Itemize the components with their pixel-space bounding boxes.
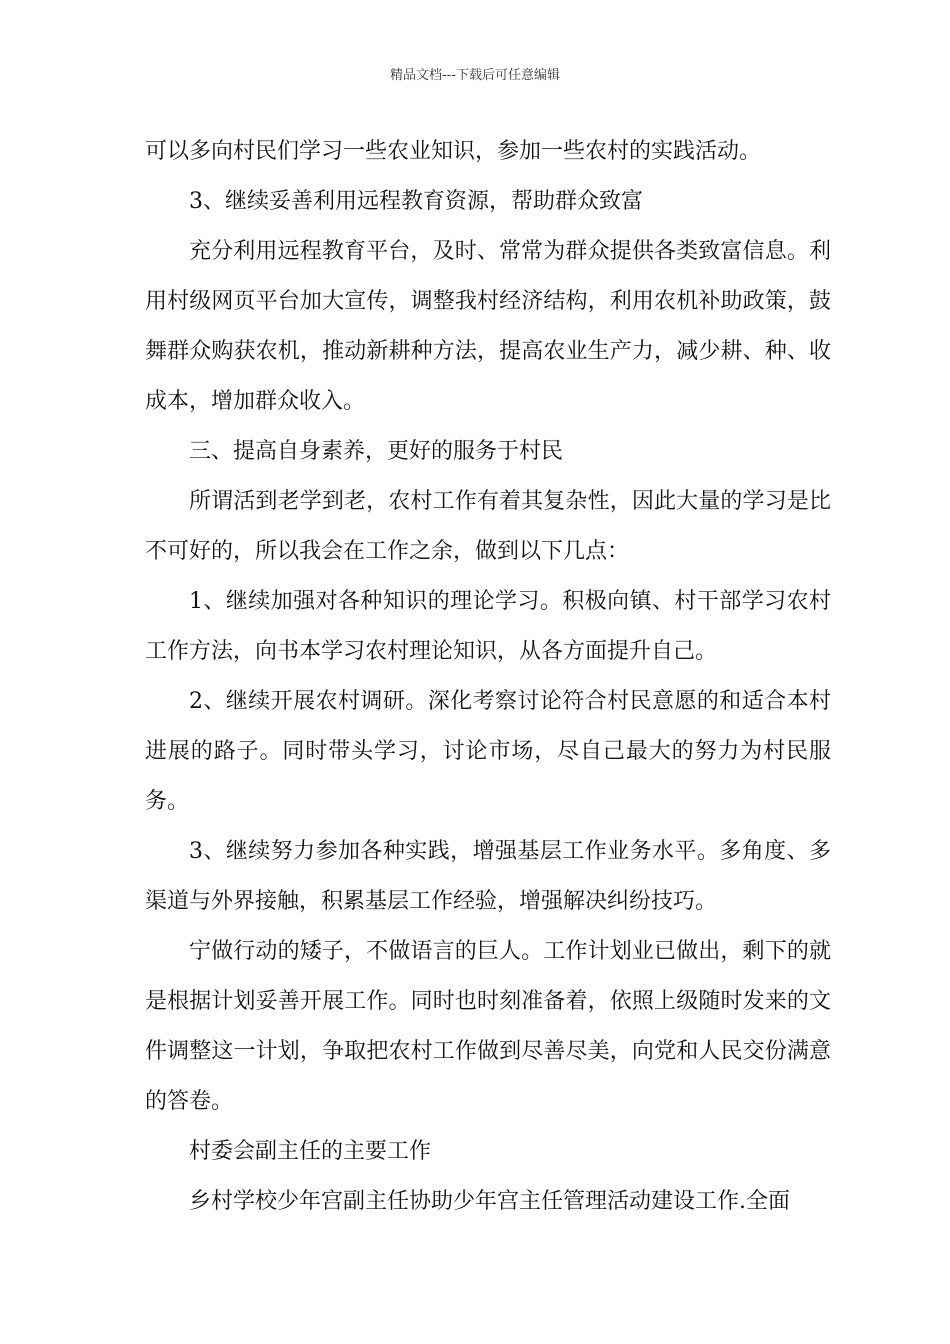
paragraph: 可以多向村民们学习一些农业知识，参加一些农村的实践活动。 (145, 139, 762, 164)
section-heading: 三、提高自身素养，更好的服务于村民 (189, 439, 564, 464)
paragraph: 3、继续妥善利用远程教育资源，帮助群众致富 (189, 189, 643, 214)
paragraph: 乡村学校少年宫副主任协助少年宫主任管理活动建设工作.全面 (189, 1189, 790, 1214)
paragraph: 所谓活到老学到老，农村工作有着其复杂性，因此大量的学习是比不可好的，所以我会在工作之余，做到以下几点： (145, 489, 831, 564)
document-body (145, 127, 831, 1227)
paragraph: 充分利用远程教育平台，及时、常常为群众提供各类致富信息。利用村级网页平台加大宣传，调整我村经济结构，利用农机补助政策，鼓舞群众购获农机，推动新耕种方法，提高农业生产力，减少耕、种、收成本，增加群众收入。 (145, 239, 831, 414)
paragraph: 宁做行动的矮子，不做语言的巨人。工作计划业已做出，剩下的就是根据计划妥善开展工作。同时也时刻准备着，依照上级随时发来的文件调整这一计划，争取把农村工作做到尽善尽美，向党和人民交份满意的答卷。 (145, 939, 831, 1114)
paragraph: 1、继续加强对各种知识的理论学习。积极向镇、村干部学习农村工作方法，向书本学习农村理论知识，从各方面提升自己。 (145, 589, 831, 664)
paragraph: 2、继续开展农村调研。深化考察讨论符合村民意愿的和适合本村进展的路子。同时带头学习，讨论市场，尽自己最大的努力为村民服务。 (145, 689, 831, 814)
paragraph: 3、继续努力参加各种实践，增强基层工作业务水平。多角度、多渠道与外界接触，积累基层工作经验，增强解决纠纷技巧。 (145, 839, 831, 914)
page-header: 精品文档---下载后可任意编辑 (389, 68, 561, 83)
section-heading: 村委会副主任的主要工作 (189, 1139, 432, 1164)
